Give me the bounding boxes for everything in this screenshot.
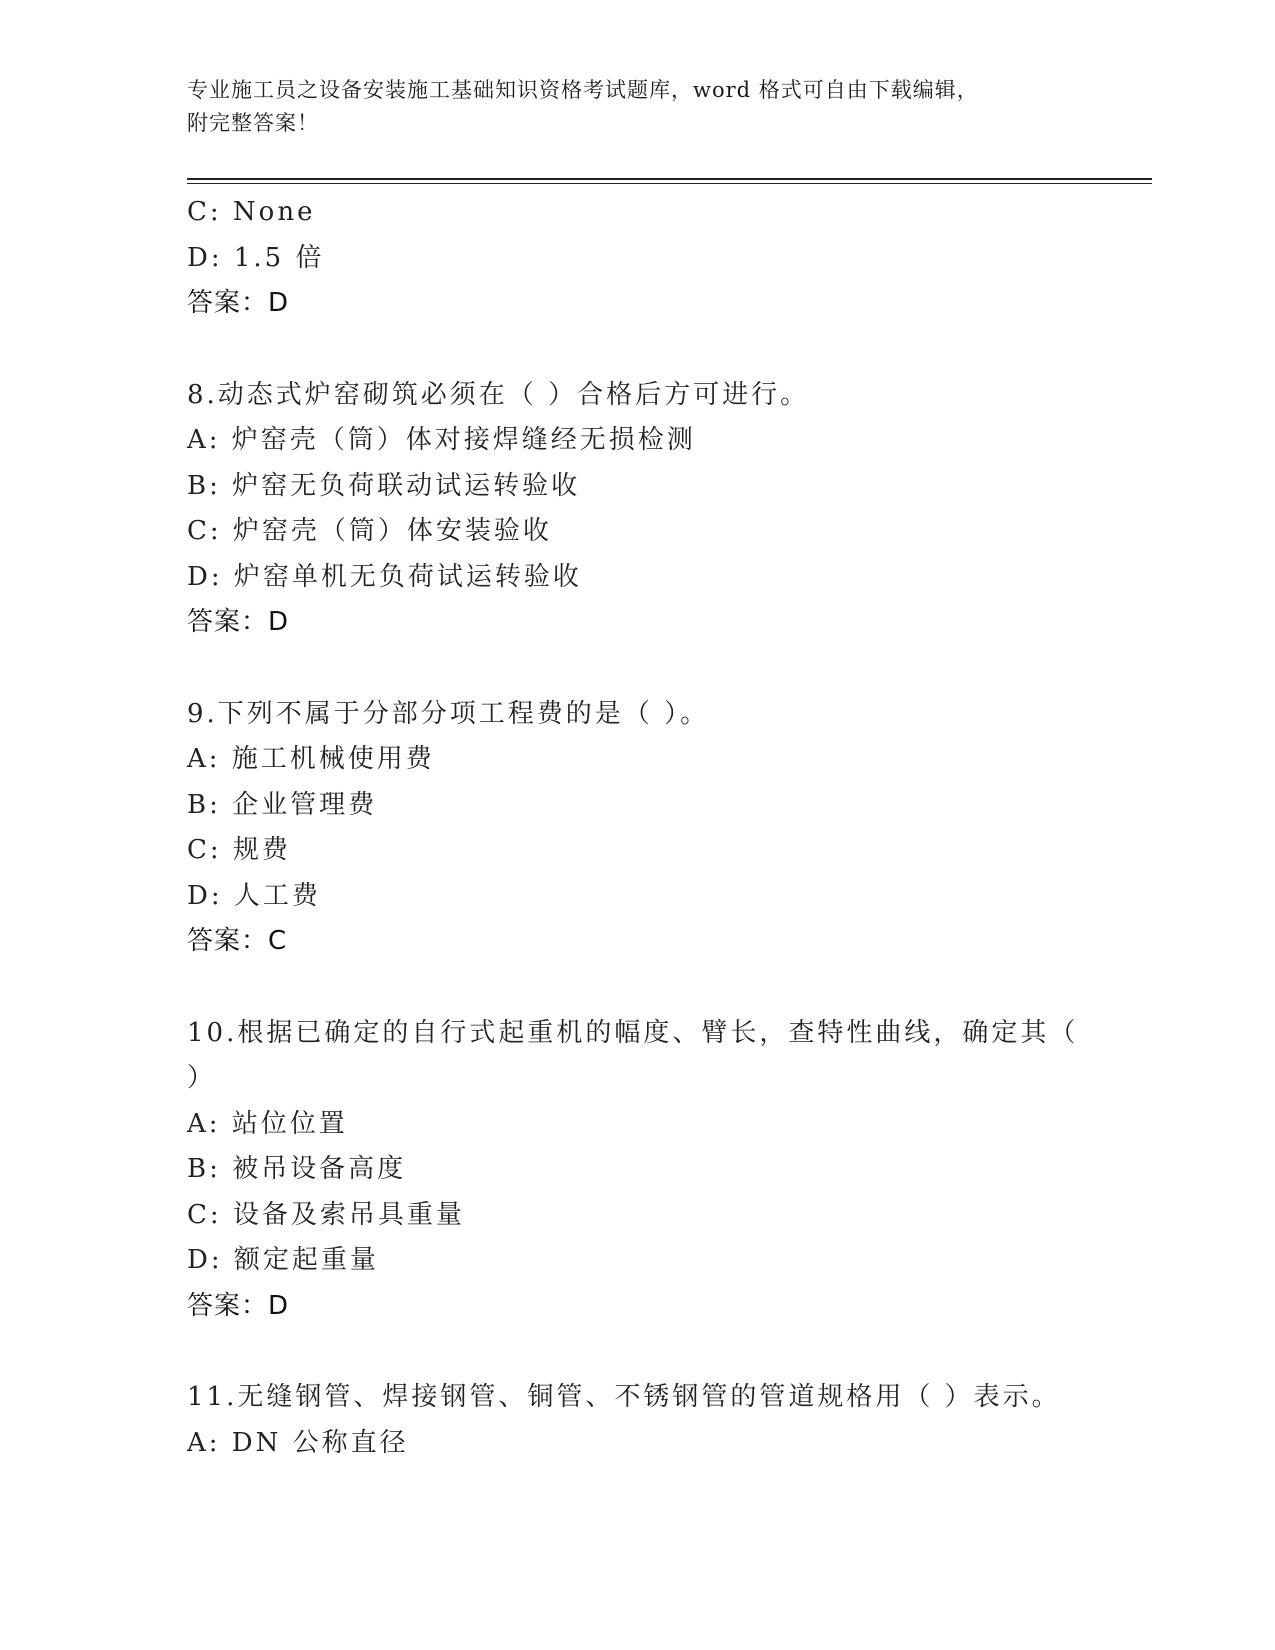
option-c: C: 炉窑壳（筒）体安装验收: [187, 516, 552, 546]
option-b: B: 炉窑无负荷联动试运转验收: [187, 470, 581, 501]
option-a: A: 炉窑壳（筒）体对接焊缝经无损检测: [187, 425, 696, 455]
question-text: 11.无缝钢管、焊接钢管、铜管、不锈钢管的管道规格用（ ）表示。: [187, 1382, 1061, 1412]
header-divider-thick: [187, 178, 1152, 180]
spacer: [187, 327, 1087, 373]
question-9: [187, 692, 1087, 965]
spacer: [187, 646, 1087, 692]
answer: 答案：C: [187, 926, 288, 956]
document-header: [187, 74, 1087, 140]
option-c: C: None: [187, 197, 316, 227]
option-b: B: 企业管理费: [187, 789, 378, 820]
question-10: [187, 1011, 1087, 1330]
option-c: C: 规费: [187, 835, 291, 865]
answer: 答案：D: [187, 1290, 290, 1321]
question-text: 8.动态式炉窑砌筑必须在（ ）合格后方可进行。: [187, 379, 810, 410]
option-a: A: DN 公称直径: [187, 1427, 409, 1458]
question-list: [187, 190, 1087, 1466]
option-b: B: 被吊设备高度: [187, 1154, 407, 1184]
question-text-line-1: 10.根据已确定的自行式起重机的幅度、臂长，查特性曲线，确定其（: [187, 1017, 1079, 1048]
header-line-2: 附完整答案！: [187, 111, 319, 135]
question-8: [187, 373, 1087, 646]
question-text: 9.下列不属于分部分项工程费的是（ ）。: [187, 698, 710, 729]
header-line-1: 专业施工员之设备安装施工基础知识资格考试题库，word 格式可自由下载编辑，: [187, 78, 979, 102]
option-a: A: 施工机械使用费: [187, 744, 435, 774]
answer: 答案：D: [187, 607, 290, 637]
option-c: C: 设备及索吊具重量: [187, 1199, 465, 1230]
option-d: D: 额定起重量: [187, 1245, 379, 1275]
spacer: [187, 1329, 1087, 1375]
spacer: [187, 965, 1087, 1011]
option-a: A: 站位位置: [187, 1108, 348, 1139]
option-d: D: 人工费: [187, 880, 321, 911]
answer: 答案：D: [187, 288, 290, 318]
question-7: [187, 190, 1087, 327]
question-11: [187, 1375, 1087, 1466]
header-divider-thin: [187, 183, 1152, 184]
question-text-line-2: ）: [187, 1063, 217, 1093]
option-d: D: 1.5 倍: [187, 242, 325, 273]
option-d: D: 炉窑单机无负荷试运转验收: [187, 561, 582, 592]
